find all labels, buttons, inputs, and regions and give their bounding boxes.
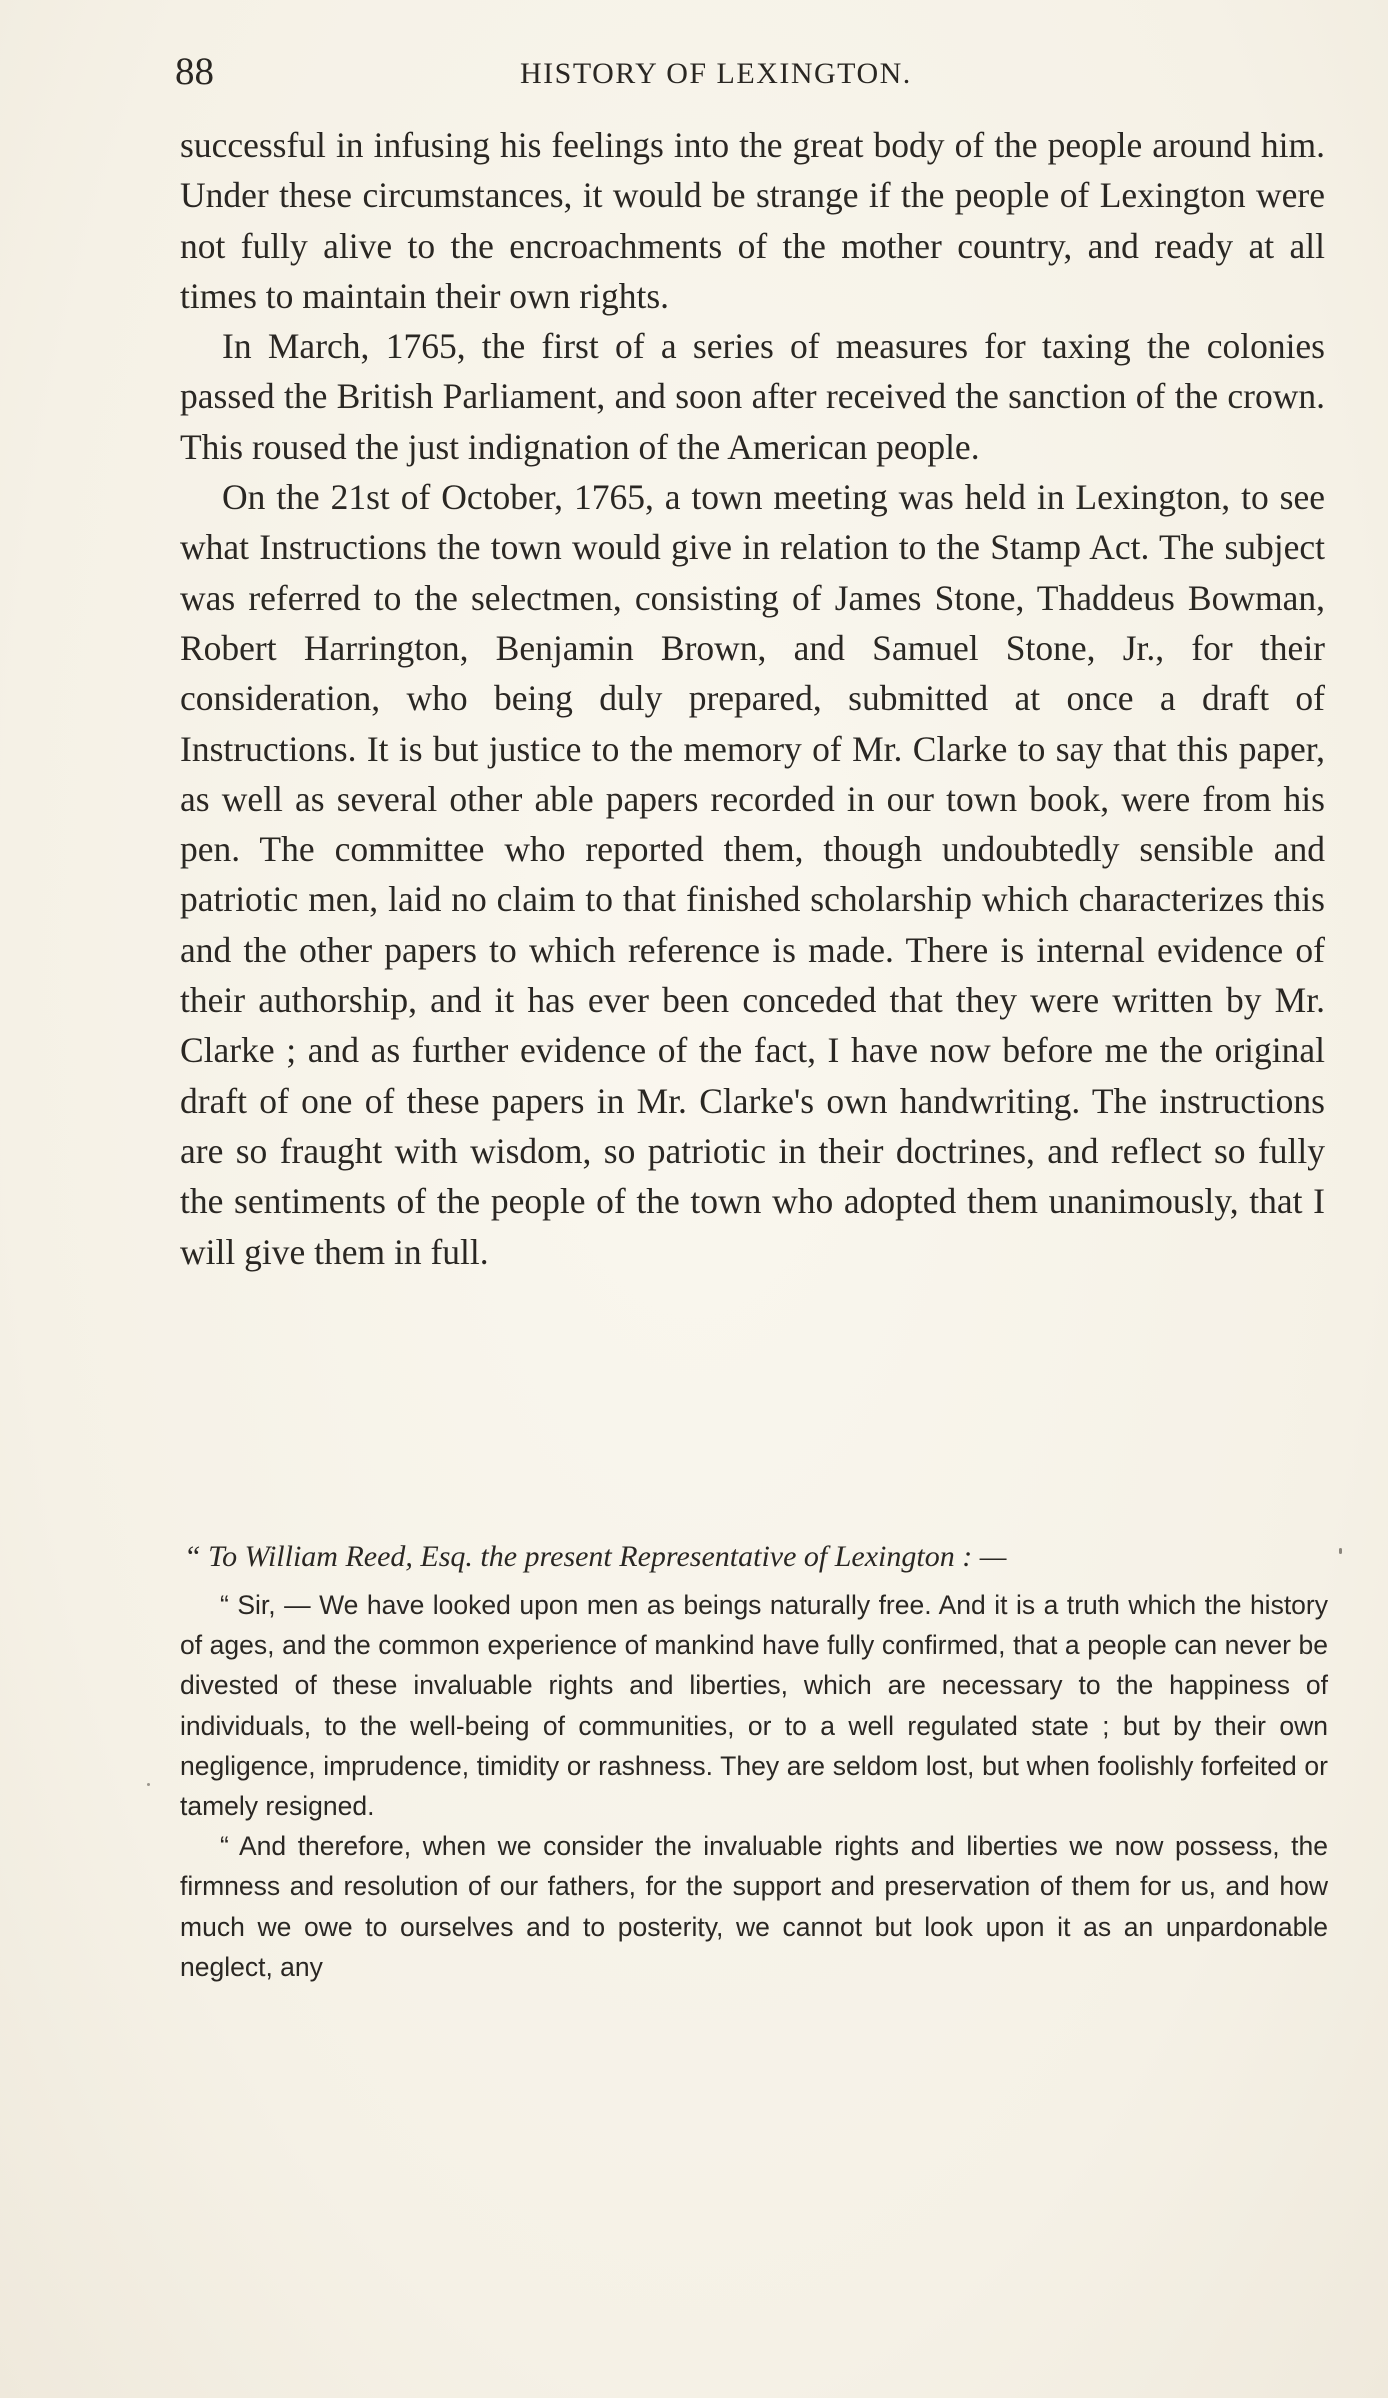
body-paragraph: successful in infusing his feelings into the great body of the people around him. Under these circumstances, it would be strange if the people of Lexington were not fully alive to the encroachments of the mother country, and ready at all times to maintain their own rights.	[180, 125, 1325, 316]
body-text	[180, 120, 1325, 1277]
quote-paragraph: “ Sir, — We have looked upon men as beings naturally free. And it is a truth which the history of ages, and the common experience of mankind have fully confirmed, that a people can never be divested of these invaluable rights and liberties, which are necessary to the happiness of individuals, to the well-being of communities, or to a well regulated state ; but by their own negligence, imprudence, timidity or rashness. They are seldom lost, but when foolishly forfeited or tamely resigned.	[180, 1590, 1328, 1822]
quote-paragraph: “ And therefore, when we consider the invaluable rights and liberties we now possess, the firmness and resolution of our fathers, for the support and preservation of them for us, and how much we owe to ourselves and to posterity, we cannot but look upon it as an unpardonable neglect, any	[180, 1831, 1328, 1982]
ink-speck	[1339, 1548, 1342, 1554]
body-paragraph: On the 21st of October, 1765, a town meeting was held in Lexington, to see what Instructions the town would give in relation to the Stamp Act. The subject was referred to the selectmen, consisting of James Stone, Thaddeus Bowman, Robert Harrington, Benjamin Brown, and Samuel Stone, Jr., for their consideration, who being duly prepared, submitted at once a draft of Instructions. It is but justice to the memory of Mr. Clarke to say that this paper, as well as several other able papers recorded in our town book, were from his pen. The committee who reported them, though undoubtedly sensible and patriotic men, laid no claim to that finished scholarship which characterizes this and the other papers to which reference is made. There is internal evidence of their authorship, and it has ever been conceded that they were written by Mr. Clarke ; and as further evidence of the fact, I have now before me the original draft of one of these papers in Mr. Clarke's own handwriting. The instructions are so fraught with wisdom, so patriotic in their doctrines, and reflect so fully the sentiments of the people of the town who adopted them unanimously, that I will give them in full.	[180, 477, 1325, 1272]
ink-speck	[147, 1783, 150, 1786]
quote-text	[180, 1585, 1328, 1987]
page-header	[175, 52, 1325, 92]
quoted-instructions	[180, 1535, 1328, 1987]
body-paragraph: In March, 1765, the first of a series of measures for taxing the colonies passed the British Parliament, and soon after received the sanction of the crown. This roused the just indignation of the American people.	[180, 326, 1325, 467]
quote-salutation: “ To William Reed, Esq. the present Representative of Lexington : —	[184, 1540, 1007, 1573]
running-head: HISTORY OF LEXINGTON.	[520, 57, 912, 90]
page-number: 88	[175, 50, 214, 93]
